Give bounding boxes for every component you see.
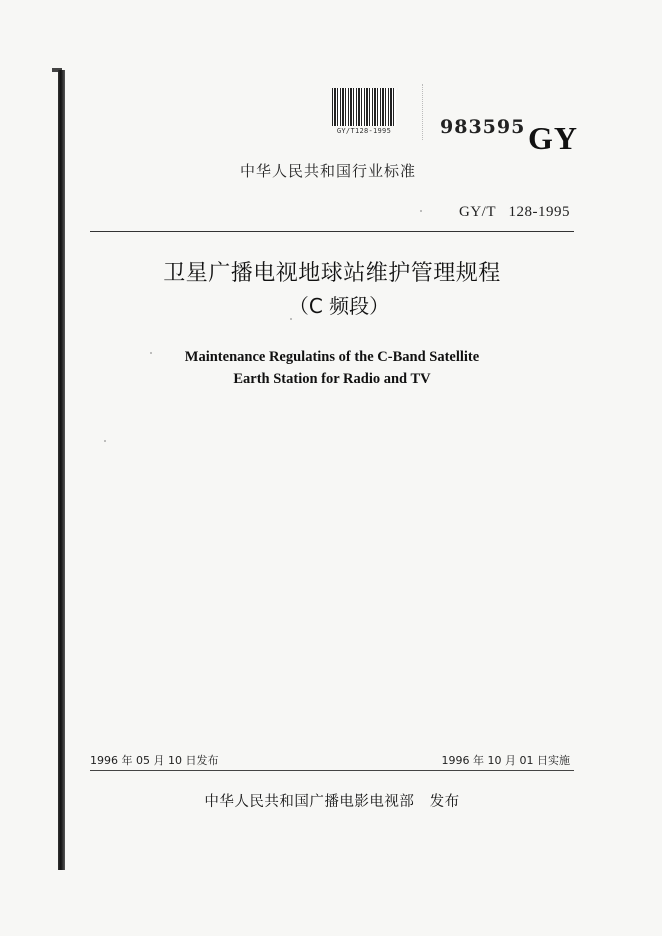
binding-edge — [58, 70, 65, 870]
standard-code: GY/T 128-1995 — [459, 204, 570, 220]
scan-speck — [150, 352, 152, 354]
english-title-line-2: Earth Station for Radio and TV — [233, 371, 431, 387]
industry-standard-label: 中华人民共和国行业标准 — [240, 162, 417, 180]
scan-speck — [420, 210, 422, 212]
implementation-date: 1996 年 10 月 01 日实施 — [441, 754, 570, 767]
footer-divider — [90, 770, 574, 771]
english-title-line-1: Maintenance Regulatins of the C-Band Satellite — [184, 349, 480, 365]
document-title-english — [90, 346, 574, 390]
catalog-number: 983595 — [440, 116, 526, 138]
barcode-caption: GY/T128-1995 — [336, 127, 392, 135]
publisher: 中华人民共和国广播电影电视部 发布 — [204, 794, 460, 810]
scan-speck — [290, 318, 292, 320]
scan-speck — [104, 440, 106, 442]
header-divider — [90, 231, 574, 232]
document-subtitle-chinese: （C 频段） — [288, 294, 390, 318]
barcode-icon — [332, 88, 396, 126]
issue-date: 1996 年 05 月 10 日发布 — [90, 754, 219, 767]
gy-logo: GY — [528, 120, 578, 156]
document-title-chinese: 卫星广播电视地球站维护管理规程 — [163, 261, 501, 286]
